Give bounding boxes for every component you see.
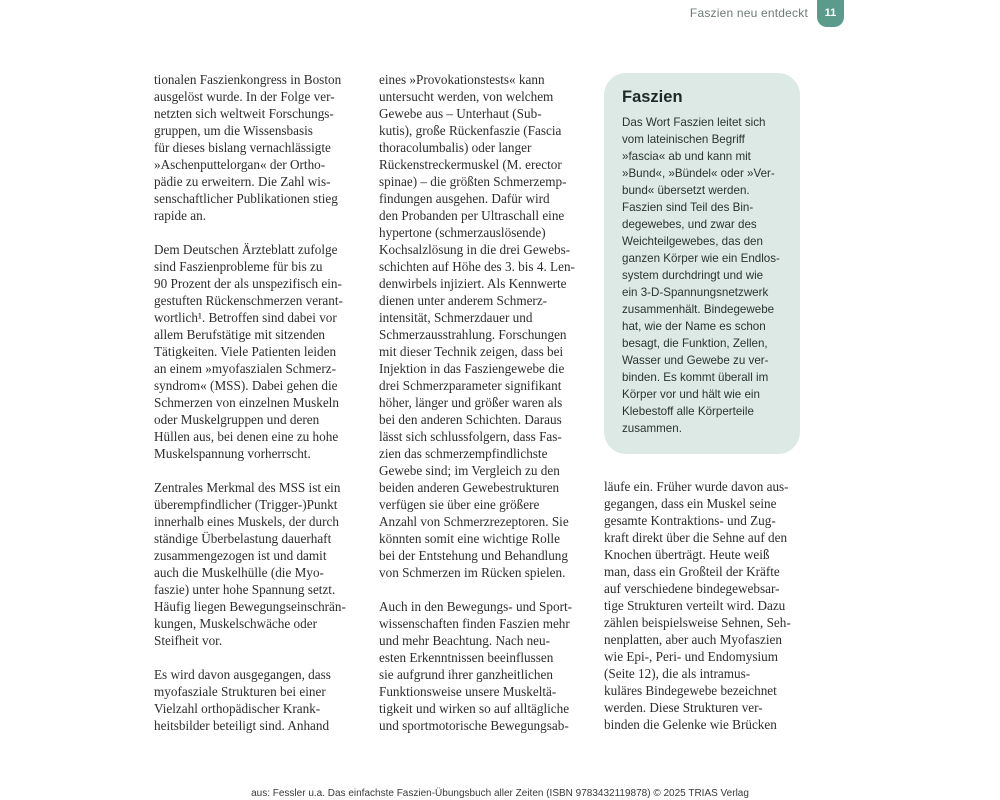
- text-line: ganzen Körper wie ein Endlos-: [622, 252, 780, 265]
- source-footer: aus: Fessler u.a. Das einfachste Faszien-Übungsbuch aller Zeiten (ISBN 9783432119878) © 2025 TRIAS Verlag: [251, 788, 749, 799]
- text-line: bei den anderen Schichten. Daraus: [379, 412, 562, 427]
- text-line: Auch in den Bewegungs- und Sport-: [379, 599, 573, 614]
- text-line: intensität, Schmerzdauer und: [379, 310, 533, 325]
- text-line: (Seite 12), die als intramus-: [604, 666, 751, 681]
- text-line: höher, länger und größer waren als: [379, 395, 563, 410]
- text-line: ein 3-D-Spannungsnetzwerk: [622, 286, 769, 299]
- paragraph-gap: [154, 224, 346, 241]
- text-line: lässt sich schlussfolgern, dass Fas-: [379, 429, 562, 444]
- text-line: Funktionsweise unsere Muskeltä-: [379, 684, 557, 699]
- text-line: hat, wie der Name es schon: [622, 320, 766, 333]
- text-line: Schmerzausstrahlung. Forschungen: [379, 327, 567, 342]
- text-line: von Schmerzen im Rücken spielen.: [379, 565, 566, 580]
- text-line: wissenschaften finden Faszien mehr: [379, 616, 570, 631]
- text-line: binden die Gelenke wie Brücken: [604, 717, 777, 732]
- text-line: sie aufgrund ihrer ganzheitlichen: [379, 667, 553, 682]
- text-line: Anzahl von Schmerzrezeptoren. Sie: [379, 514, 569, 529]
- text-line: senschaftlicher Publikationen stieg: [154, 191, 338, 206]
- text-line: Es wird davon ausgegangen, dass: [154, 667, 331, 682]
- text-line: degewebes, und zwar des: [622, 218, 757, 231]
- text-line: Weichteilgewebes, das den: [622, 235, 763, 248]
- text-line: verfügen sie über eine größere: [379, 497, 540, 512]
- text-line: Zentrales Merkmal des MSS ist ein: [154, 480, 341, 495]
- text-line: oder Muskelgruppen und deren: [154, 412, 320, 427]
- text-line: mit dieser Technik zeigen, dass bei: [379, 344, 564, 359]
- text-line: drei Schmerzparameter signifikant: [379, 378, 562, 393]
- text-line: kraft direkt über die Sehne auf den: [604, 530, 788, 545]
- text-line: dienen unter anderem Schmerz-: [379, 293, 548, 308]
- text-line: sind Faszienprobleme für bis zu: [154, 259, 323, 274]
- text-line: innerhalb eines Muskels, der durch: [154, 514, 339, 529]
- text-line: gestuften Rückenschmerzen verant-: [154, 293, 343, 308]
- text-line: zusammenhält. Bindegewebe: [622, 303, 775, 316]
- text-line: Knochen überträgt. Heute weiß: [604, 547, 770, 562]
- text-line: ausgelöst wurde. In der Folge ver-: [154, 89, 335, 104]
- text-line: auf verschiedene bindegewebsar-: [604, 581, 780, 596]
- text-line: für dieses bislang vernachlässigte: [154, 140, 331, 155]
- text-line: zien das schmerzempfindlichste: [379, 446, 548, 461]
- text-line: Klebestoff alle Körperteile: [622, 405, 754, 418]
- text-line: syndrom« (MSS). Dabei gehen die: [154, 378, 338, 393]
- text-line: bei der Entstehung und Behandlung: [379, 548, 568, 563]
- text-line: läufe ein. Früher wurde davon aus-: [604, 479, 789, 494]
- text-line: tige Strukturen verteilt wird. Dazu: [604, 598, 786, 613]
- text-line: heitsbilder beteiligt sind. Anhand: [154, 718, 330, 733]
- text-line: esten Erkenntnissen beeinflussen: [379, 650, 554, 665]
- text-line: denwirbels injiziert. Als Kennwerte: [379, 276, 567, 291]
- text-line: Vielzahl orthopädischer Krank-: [154, 701, 321, 716]
- text-line: hypertone (schmerzauslösende): [379, 225, 546, 240]
- text-line: Schmerzen von einzelnen Muskeln: [154, 395, 339, 410]
- text-line: kutis), große Rückenfaszie (Fascia: [379, 123, 562, 138]
- text-line: überempfindlicher (Trigger-)Punkt: [154, 497, 338, 512]
- text-line: tigkeit und wirken so auf alltägliche: [379, 701, 570, 716]
- text-line: allem Berufstätige mit sitzenden: [154, 327, 326, 342]
- text-line: an einem »myofaszialen Schmerz-: [154, 361, 336, 376]
- text-line: Tätigkeiten. Viele Patienten leiden: [154, 344, 337, 359]
- info-box-body: [622, 114, 800, 437]
- text-line: Muskelspannung vorherrscht.: [154, 446, 311, 461]
- text-line: Gewebe aus – Unterhaut (Sub-: [379, 106, 542, 121]
- text-line: Injektion in das Fasziengewebe die: [379, 361, 565, 376]
- text-line: netzten sich weltweit Forschungs-: [154, 106, 334, 121]
- text-line: auch die Muskelhülle (die Myo-: [154, 565, 324, 580]
- text-line: Wasser und Gewebe zu ver-: [622, 354, 769, 367]
- text-line: zusammengezogen ist und damit: [154, 548, 327, 563]
- text-line: untersucht werden, von welchem: [379, 89, 554, 104]
- text-line: findungen ausgehen. Dafür wird: [379, 191, 550, 206]
- text-line: besagt, die Funktion, Zellen,: [622, 337, 768, 350]
- text-line: Hüllen aus, bei denen eine zu hohe: [154, 429, 339, 444]
- text-line: gegangen, dass ein Muskel seine: [604, 496, 777, 511]
- text-line: Rückenstreckermuskel (M. erector: [379, 157, 562, 172]
- text-line: nenplatten, aber auch Myofaszien: [604, 632, 782, 647]
- text-line: den Probanden per Ultraschall eine: [379, 208, 565, 223]
- text-line: vom lateinischen Begriff: [622, 133, 745, 146]
- paragraph-gap: [379, 581, 575, 598]
- text-line: rapide an.: [154, 208, 206, 223]
- text-line: Häufig liegen Bewegungseinschrän-: [154, 599, 346, 614]
- text-column-left: [154, 71, 346, 734]
- text-line: und mehr Beachtung. Nach neu-: [379, 633, 551, 648]
- text-line: Steifheit vor.: [154, 633, 223, 648]
- text-line: pädie zu erweitern. Die Zahl wis-: [154, 174, 331, 189]
- text-line: kungen, Muskelschwäche oder: [154, 616, 317, 631]
- text-line: gesamte Kontraktions- und Zug-: [604, 513, 776, 528]
- text-line: »Bund«, »Bündel« oder »Ver-: [622, 167, 775, 180]
- text-line: schichten auf Höhe des 3. bis 4. Len-: [379, 259, 575, 274]
- text-line: Das Wort Faszien leitet sich: [622, 116, 766, 129]
- text-line: gruppen, um die Wissensbasis: [154, 123, 313, 138]
- text-line: Körper vor und hält wie ein: [622, 388, 760, 401]
- text-line: »Aschenputtelorgan« der Ortho-: [154, 157, 326, 172]
- text-line: wortlich¹. Betroffen sind dabei vor: [154, 310, 337, 325]
- text-line: tionalen Faszienkongress in Boston: [154, 72, 342, 87]
- text-line: spinae) – die größten Schmerzemp-: [379, 174, 567, 189]
- text-line: thoracolumbalis) oder langer: [379, 140, 532, 155]
- page-number-badge: 11: [817, 0, 844, 27]
- text-line: man, dass ein Großteil der Kräfte: [604, 564, 780, 579]
- text-line: wie Epi-, Peri- und Endomysium: [604, 649, 778, 664]
- text-line: Faszien sind Teil des Bin-: [622, 201, 754, 214]
- text-line: kuläres Bindegewebe bezeichnet: [604, 683, 777, 698]
- text-line: werden. Diese Strukturen ver-: [604, 700, 763, 715]
- info-box-title: Faszien: [622, 88, 683, 106]
- text-line: ständige Überbelastung dauerhaft: [154, 531, 332, 546]
- text-line: »fascia« ab und kann mit: [622, 150, 751, 163]
- text-column-middle: [379, 71, 575, 734]
- text-line: eines »Provokationstests« kann: [379, 72, 545, 87]
- text-line: Kochsalzlösung in die drei Gewebs-: [379, 242, 571, 257]
- text-line: faszie) unter hohe Spannung setzt.: [154, 582, 336, 597]
- running-header-title: Faszien neu entdeckt: [689, 6, 808, 20]
- info-box-faszien: [604, 73, 800, 454]
- text-line: zählen beispielsweise Sehnen, Seh-: [604, 615, 791, 630]
- text-line: 90 Prozent der als unspezifisch ein-: [154, 276, 342, 291]
- text-line: binden. Es kommt überall im: [622, 371, 769, 384]
- text-line: beiden anderen Gewebestrukturen: [379, 480, 560, 495]
- text-column-right: [604, 478, 791, 733]
- text-line: myofasziale Strukturen bei einer: [154, 684, 326, 699]
- text-line: könnten somit eine wichtige Rolle: [379, 531, 560, 546]
- paragraph-gap: [154, 649, 346, 666]
- text-line: bund« übersetzt werden.: [622, 184, 750, 197]
- paragraph-gap: [154, 462, 346, 479]
- text-line: system durchdringt und wie: [622, 269, 764, 282]
- text-line: Gewebe sind; im Vergleich zu den: [379, 463, 560, 478]
- text-line: und sportmotorische Bewegungsab-: [379, 718, 569, 733]
- text-line: Dem Deutschen Ärzteblatt zufolge: [154, 242, 338, 257]
- text-line: zusammen.: [622, 422, 682, 435]
